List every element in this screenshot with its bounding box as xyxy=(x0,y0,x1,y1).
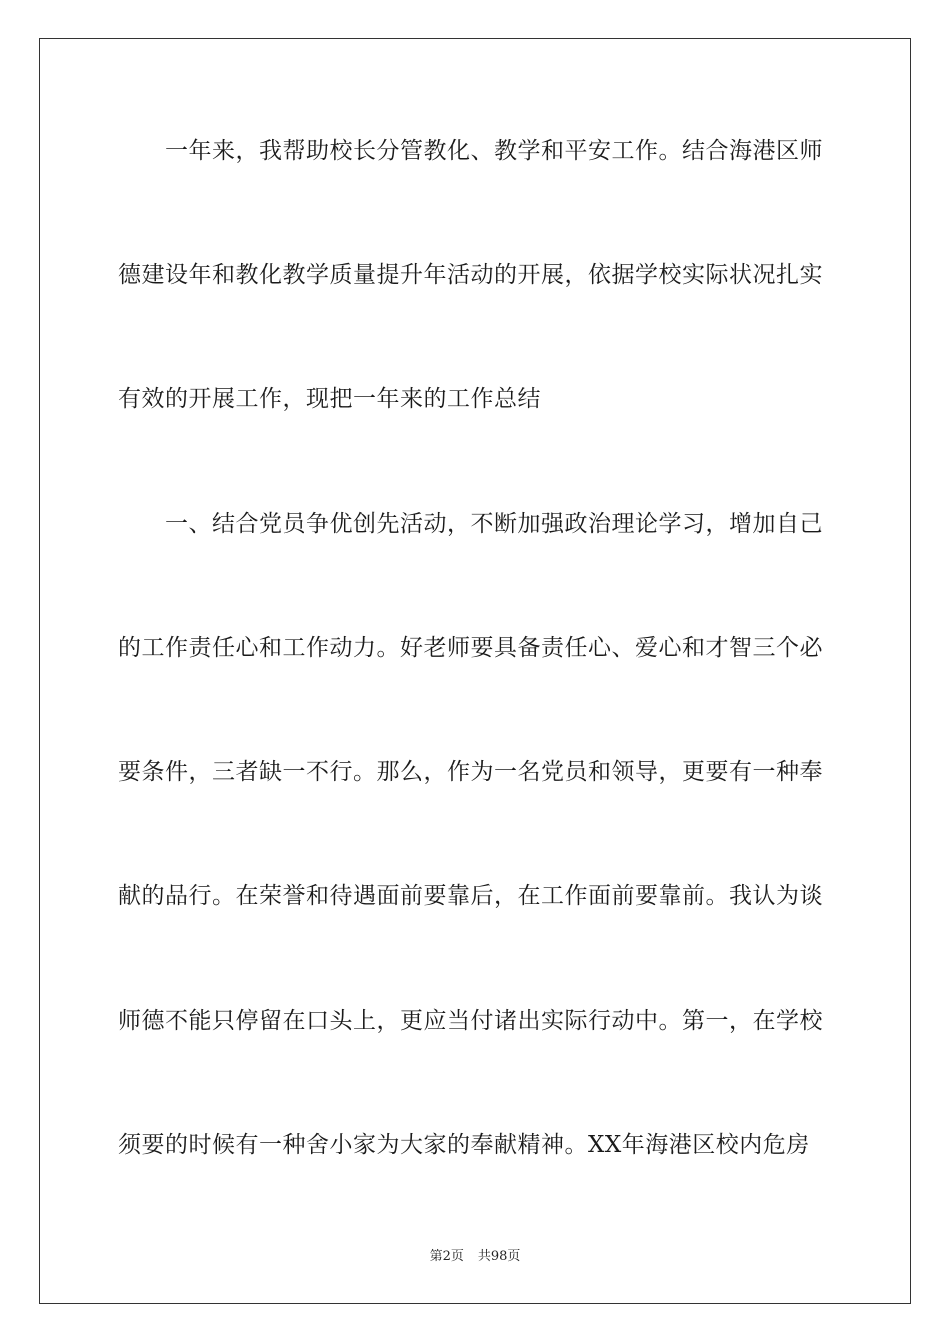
paragraph-line: 德建设年和教化教学质量提升年活动的开展，依据学校实际状况扎实 xyxy=(118,262,823,288)
paragraph-line: 献的品行。在荣誉和待遇面前要靠后，在工作面前要靠前。我认为谈 xyxy=(118,883,823,909)
page-border xyxy=(39,38,911,1304)
paragraph-line: 须要的时候有一种舍小家为大家的奉献精神。XX年海港区校内危房 xyxy=(118,1132,810,1158)
paragraph-line: 师德不能只停留在口头上，更应当付诸出实际行动中。第一，在学校 xyxy=(118,1008,823,1034)
paragraph-line: 有效的开展工作，现把一年来的工作总结 xyxy=(118,386,541,412)
paragraph-line: 一、结合党员争优创先活动，不断加强政治理论学习，增加自己 xyxy=(118,511,823,537)
paragraph-line: 的工作责任心和工作动力。好老师要具备责任心、爱心和才智三个必 xyxy=(118,635,823,661)
total-pages: 共98页 xyxy=(477,1249,521,1264)
page-footer xyxy=(0,1248,950,1266)
page-number: 第2页 xyxy=(429,1249,464,1264)
paragraph-line: 一年来，我帮助校长分管教化、教学和平安工作。结合海港区师 xyxy=(118,138,823,164)
paragraph-line: 要条件，三者缺一不行。那么，作为一名党员和领导，更要有一种奉 xyxy=(118,759,823,785)
